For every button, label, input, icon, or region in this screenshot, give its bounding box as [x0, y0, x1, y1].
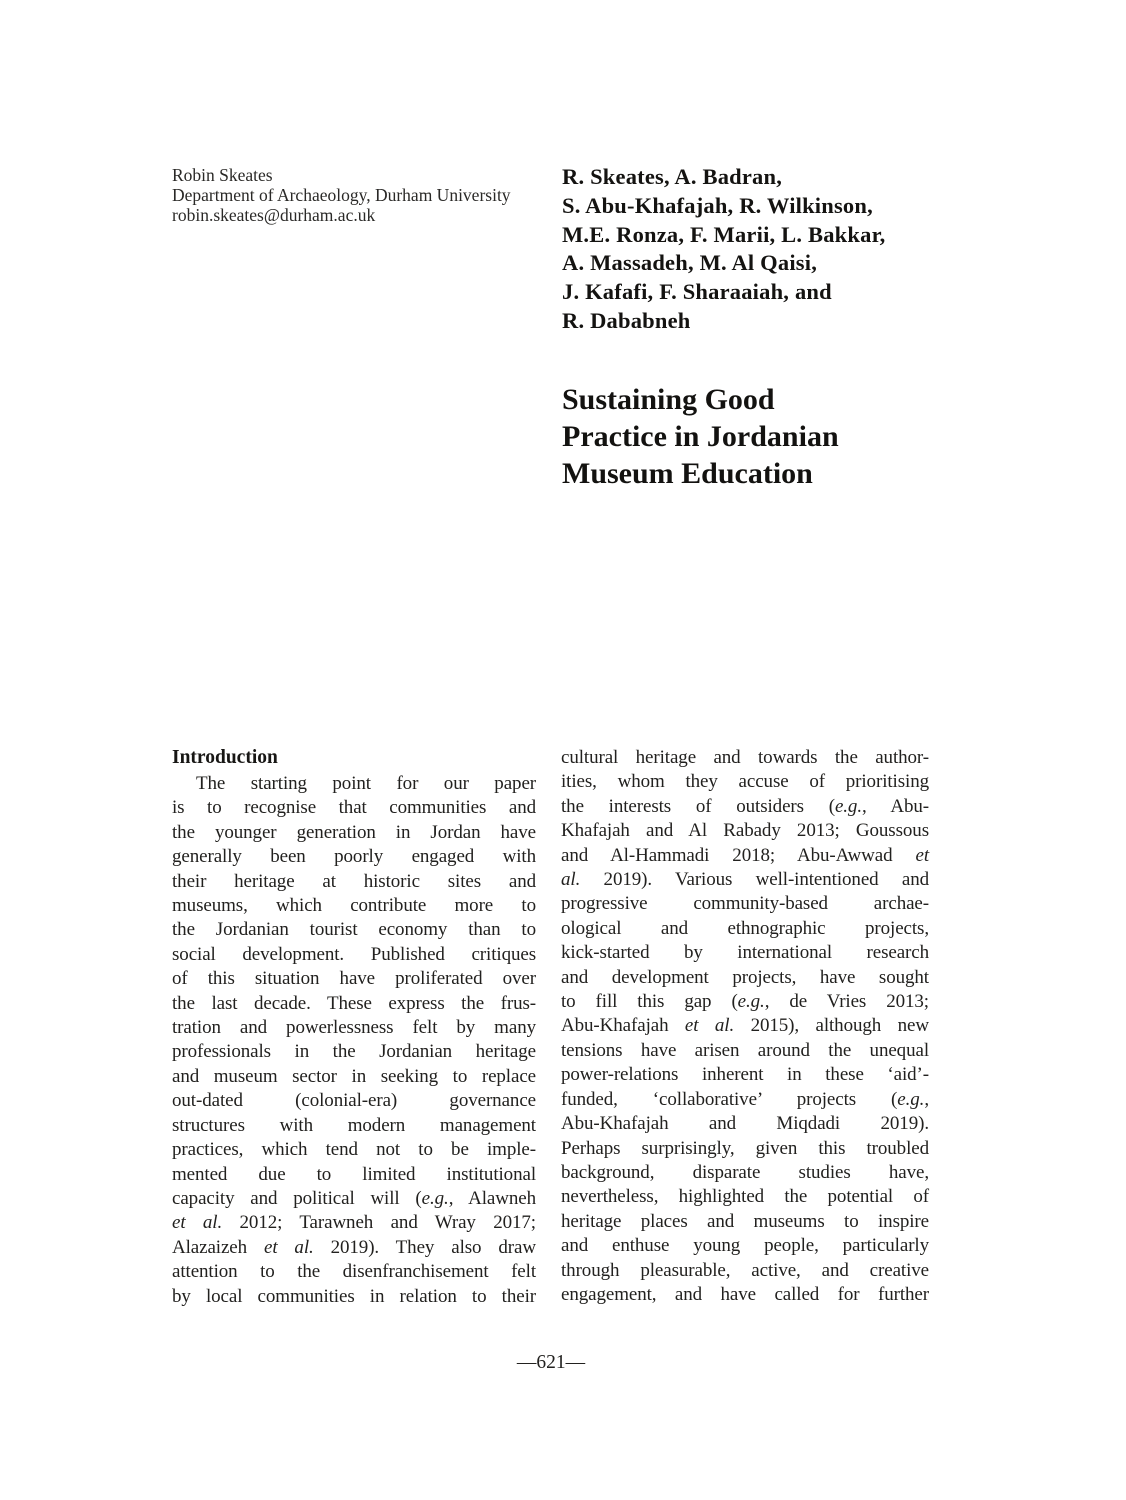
article-title: [562, 381, 992, 492]
left-column-text: [172, 772, 536, 1309]
author-name-line: R. Dababneh: [562, 307, 691, 333]
author-name-line: A. Massadeh, M. Al Qaisi,: [562, 250, 818, 276]
body-text-line: and enthuse young people, particularly: [561, 1235, 929, 1257]
right-column: [561, 746, 929, 1307]
body-text-line: The starting point for our paper: [196, 773, 536, 794]
author-name-line: R. Skeates, A. Badran,: [562, 164, 783, 189]
body-text-line: attention to the disenfranchisement felt: [172, 1261, 536, 1283]
body-text-line: and development projects, have sought: [561, 966, 929, 988]
article-title-line: Practice in Jordanian: [562, 420, 839, 453]
body-text-line: Khafajah and Al Rabady 2013; Goussous: [561, 820, 929, 842]
body-text-line: museums, which contribute more to: [172, 895, 536, 917]
body-text-line: through pleasurable, active, and creative: [561, 1259, 929, 1281]
contact-line: robin.skeates@durham.ac.uk: [172, 204, 376, 225]
body-text-line: professionals in the Jordanian heritage: [172, 1041, 536, 1063]
article-title-line: Museum Education: [562, 457, 813, 490]
body-text-line: mented due to limited institutional: [172, 1163, 536, 1185]
body-text-line: Abu-Khafajah et al. 2015), although new: [561, 1015, 929, 1037]
body-text-line: funded, ‘collaborative’ projects (e.g.,: [561, 1088, 929, 1110]
body-text-line: tration and powerlessness felt by many: [172, 1017, 536, 1039]
author-name-line: M.E. Ronza, F. Marii, L. Bakkar,: [562, 221, 886, 247]
body-text-line: of this situation have proliferated over: [172, 968, 536, 990]
body-text-line: engagement, and have called for further: [561, 1283, 929, 1305]
article-title-line: Sustaining Good: [562, 383, 775, 416]
left-column: [172, 746, 536, 1309]
author-name-line: J. Kafafi, F. Sharaaiah, and: [562, 279, 832, 305]
body-text-line: tensions have arisen around the unequal: [561, 1039, 929, 1061]
body-text-line: power-relations inherent in these ‘aid’-: [561, 1064, 929, 1086]
contact-line: Robin Skeates: [172, 165, 273, 185]
body-text-line: the interests of outsiders (e.g., Abu-: [561, 795, 929, 817]
author-contact-block: [172, 166, 552, 225]
section-heading-introduction: Introduction: [172, 747, 278, 768]
contact-line: Department of Archaeology, Durham University: [172, 184, 511, 205]
body-text-line: cultural heritage and towards the author-: [561, 747, 929, 768]
body-text-line: Alazaizeh et al. 2019). They also draw: [172, 1236, 536, 1258]
body-text-line: heritage places and museums to inspire: [561, 1210, 929, 1232]
author-name-line: S. Abu-Khafajah, R. Wilkinson,: [562, 192, 873, 218]
body-text-line: et al. 2012; Tarawneh and Wray 2017;: [172, 1212, 536, 1234]
body-text-line: their heritage at historic sites and: [172, 870, 536, 892]
body-text-line: practices, which tend not to be imple-: [172, 1139, 536, 1161]
body-text-line: capacity and political will (e.g., Alawneh: [172, 1187, 537, 1209]
body-text-line: Perhaps surprisingly, given this troubled: [561, 1137, 929, 1159]
body-text-line: and museum sector in seeking to replace: [172, 1065, 536, 1087]
page-number: —621—: [516, 1352, 586, 1373]
body-text-line: kick-started by international research: [561, 942, 929, 964]
body-text-line: the Jordanian tourist economy than to: [172, 919, 536, 941]
body-text-line: the last decade. These express the frus-: [172, 992, 536, 1014]
body-text-line: generally been poorly engaged with: [172, 846, 536, 868]
body-text-line: progressive community-based archae-: [561, 893, 929, 915]
body-text-line: ological and ethnographic projects,: [561, 917, 929, 939]
body-text-line: out-dated (colonial-era) governance: [172, 1090, 536, 1112]
body-text-line: the younger generation in Jordan have: [172, 821, 536, 843]
body-text-line: social development. Published critiques: [172, 943, 536, 965]
author-list: [562, 163, 982, 336]
body-text-line: ities, whom they accuse of prioritising: [561, 771, 929, 793]
body-text-line: nevertheless, highlighted the potential of: [561, 1186, 929, 1208]
body-text-line: Abu-Khafajah and Miqdadi 2019).: [561, 1113, 929, 1135]
body-text-line: al. 2019). Various well-intentioned and: [561, 869, 929, 891]
body-text-line: and Al-Hammadi 2018; Abu-Awwad et: [561, 844, 929, 866]
body-text-line: is to recognise that communities and: [172, 797, 536, 819]
body-text-line: to fill this gap (e.g., de Vries 2013;: [561, 991, 929, 1013]
body-text-line: by local communities in relation to their: [172, 1285, 536, 1307]
body-text-line: background, disparate studies have,: [561, 1161, 929, 1183]
body-text-line: structures with modern management: [172, 1114, 536, 1136]
